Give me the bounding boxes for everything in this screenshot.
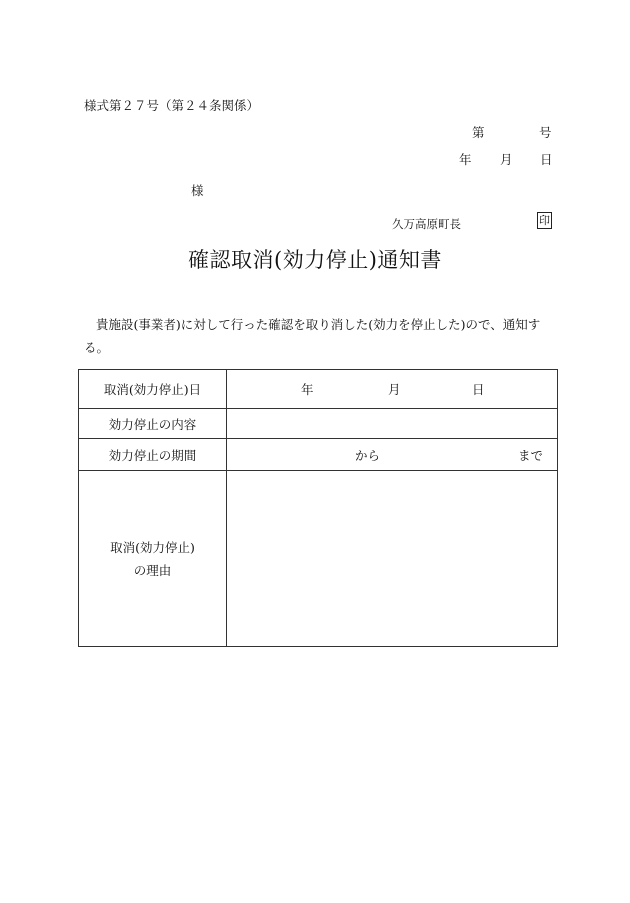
document-number-prefix: 第	[472, 125, 485, 140]
value-suspension-period	[227, 439, 558, 471]
value-suspension-content	[227, 409, 558, 439]
period-from: から	[355, 447, 381, 463]
notice-table	[78, 369, 558, 647]
cancel-date-year: 年	[301, 382, 314, 397]
issuer-name: 久万高原町長	[392, 217, 461, 231]
document-number-suffix: 号	[539, 125, 552, 140]
form-number: 様式第２７号（第２４条関係）	[84, 98, 260, 113]
value-reason	[227, 471, 558, 647]
table-row-content	[79, 409, 558, 439]
label-cancel-date: 取消(効力停止)日	[79, 370, 227, 409]
recipient-suffix: 様	[191, 183, 204, 198]
table-row-date	[79, 370, 558, 409]
label-reason	[79, 471, 227, 647]
label-suspension-content: 効力停止の内容	[79, 409, 227, 439]
cancel-date-day: 日	[472, 382, 485, 397]
seal-mark: 印	[539, 214, 550, 227]
body-text: 貴施設(事業者)に対して行った確認を取り消した(効力を停止した)ので、通知する。	[84, 317, 541, 355]
table-row-reason	[79, 471, 558, 647]
value-cancel-date	[227, 370, 558, 409]
label-reason-line2: の理由	[133, 562, 172, 578]
date-day-label: 日	[540, 152, 553, 167]
label-reason-line1: 取消(効力停止)	[110, 539, 195, 555]
table-row-period	[79, 439, 558, 471]
period-to: まで	[518, 447, 544, 463]
date-year-label: 年	[459, 152, 472, 167]
cancel-date-month: 月	[388, 382, 401, 397]
document-title: 確認取消(効力停止)通知書	[188, 248, 442, 272]
label-suspension-period: 効力停止の期間	[79, 439, 227, 471]
date-month-label: 月	[500, 152, 513, 167]
